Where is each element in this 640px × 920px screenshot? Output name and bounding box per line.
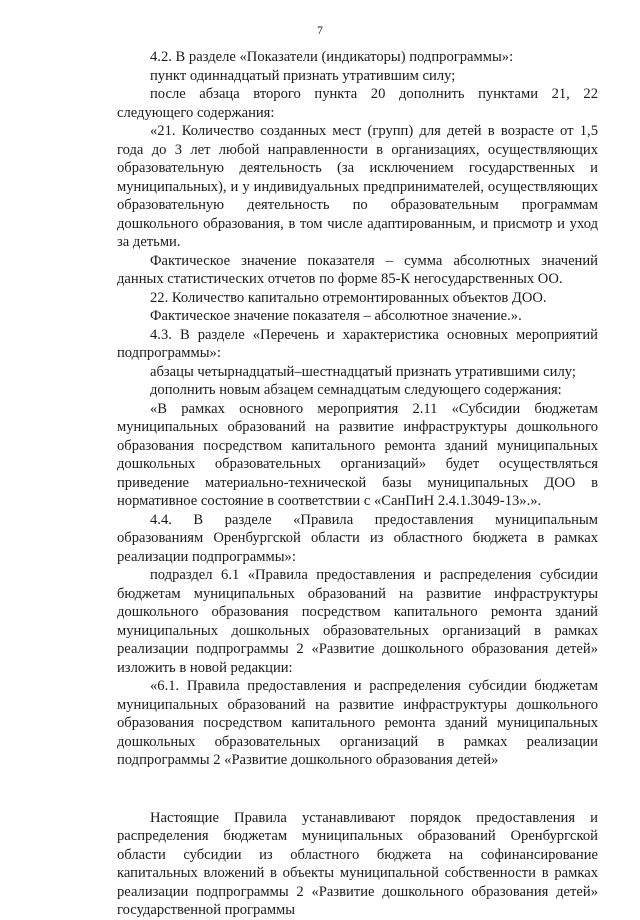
page-number: 7 xyxy=(317,25,323,37)
paragraph-item-11-void: пункт одиннадцатый признать утратившим силу; xyxy=(150,67,456,84)
paragraph-subsection-6-1-replace: подраздел 6.1 «Правила предоставления и распределения субсидии бюджетам муниципальных образований на развитие инфраструктуры дошкольного образования посредством капитального ремонта зданий муниципальных дошкольных образовательных организаций в рамках реализации подпрограммы 2 «Развитие дошкольного образования детей» изложить в новой редакции: xyxy=(117,567,598,676)
paragraph-section-4-3: 4.3. В разделе «Перечень и характеристика основных мероприятий подпрограммы»: xyxy=(117,326,598,361)
paragraph-rules-intro: Настоящие Правила устанавливают порядок предоставления и распределения бюджетам муниципальных образований Оренбургской области субсидии из областного бюджета на софинансирование капитальных вложений в объекты муниципальной собственности в рамках реализации подпрограммы 2 «Развитие дошкольного образования детей» государственной программы xyxy=(117,809,598,918)
paragraph-measure-2-11: «В рамках основного мероприятия 2.11 «Субсидии бюджетам муниципальных образований на развитие инфраструктуры дошкольного образования посредством капитального ремонта зданий муниципальных дошкольных образовательных организаций» будет осуществляться приведение материально-технической базы муниципальных ДОО в нормативное состояние в соответствии с «СанПиН 2.4.1.3049-13».». xyxy=(117,400,598,509)
paragraph-item-22: 22. Количество капитально отремонтированных объектов ДОО. xyxy=(150,289,547,306)
document-body xyxy=(117,48,598,920)
paragraph-section-4-4: 4.4. В разделе «Правила предоставления муниципальным образованиям Оренбургской области из областного бюджета в рамках реализации подпрограммы»: xyxy=(117,511,598,565)
paragraph-abzacy-void: абзацы четырнадцатый–шестнадцатый признать утратившими силу; xyxy=(150,363,576,380)
paragraph-rules-6-1-title: «6.1. Правила предоставления и распределения субсидии бюджетам муниципальных образований на развитие инфраструктуры дошкольного образования посредством капитального ремонта зданий муниципальных дошкольных образовательных организаций в рамках реализации подпрограммы 2 «Развитие дошкольного образования детей» xyxy=(117,678,598,768)
paragraph-add-abzac-17: дополнить новым абзацем семнадцатым следующего содержания: xyxy=(150,382,562,398)
paragraph-add-items-21-22: после абзаца второго пункта 20 дополнить пунктами 21, 22 следующего содержания: xyxy=(117,86,598,121)
paragraph-item-21: «21. Количество созданных мест (групп) для детей в возрасте от 1,5 года до 3 лет любой направленности в организациях, осуществляющих образовательную деятельность (за исключением государственных и муниципальных), и у индивидуальных предпринимателей, осуществляющих образовательную деятельность по образовательным программам дошкольного образования, в том числе адаптированным, и присмотр и уход за детьми. xyxy=(117,123,598,250)
paragraph-section-4-2: 4.2. В разделе «Показатели (индикаторы) подпрограммы»: xyxy=(150,49,514,65)
paragraph-item-22-value: Фактическое значение показателя – абсолютное значение.». xyxy=(150,308,522,324)
paragraph-item-21-value: Фактическое значение показателя – сумма абсолютных значений данных статистических отчетов по форме 85-К негосударственных ОО. xyxy=(117,252,598,287)
